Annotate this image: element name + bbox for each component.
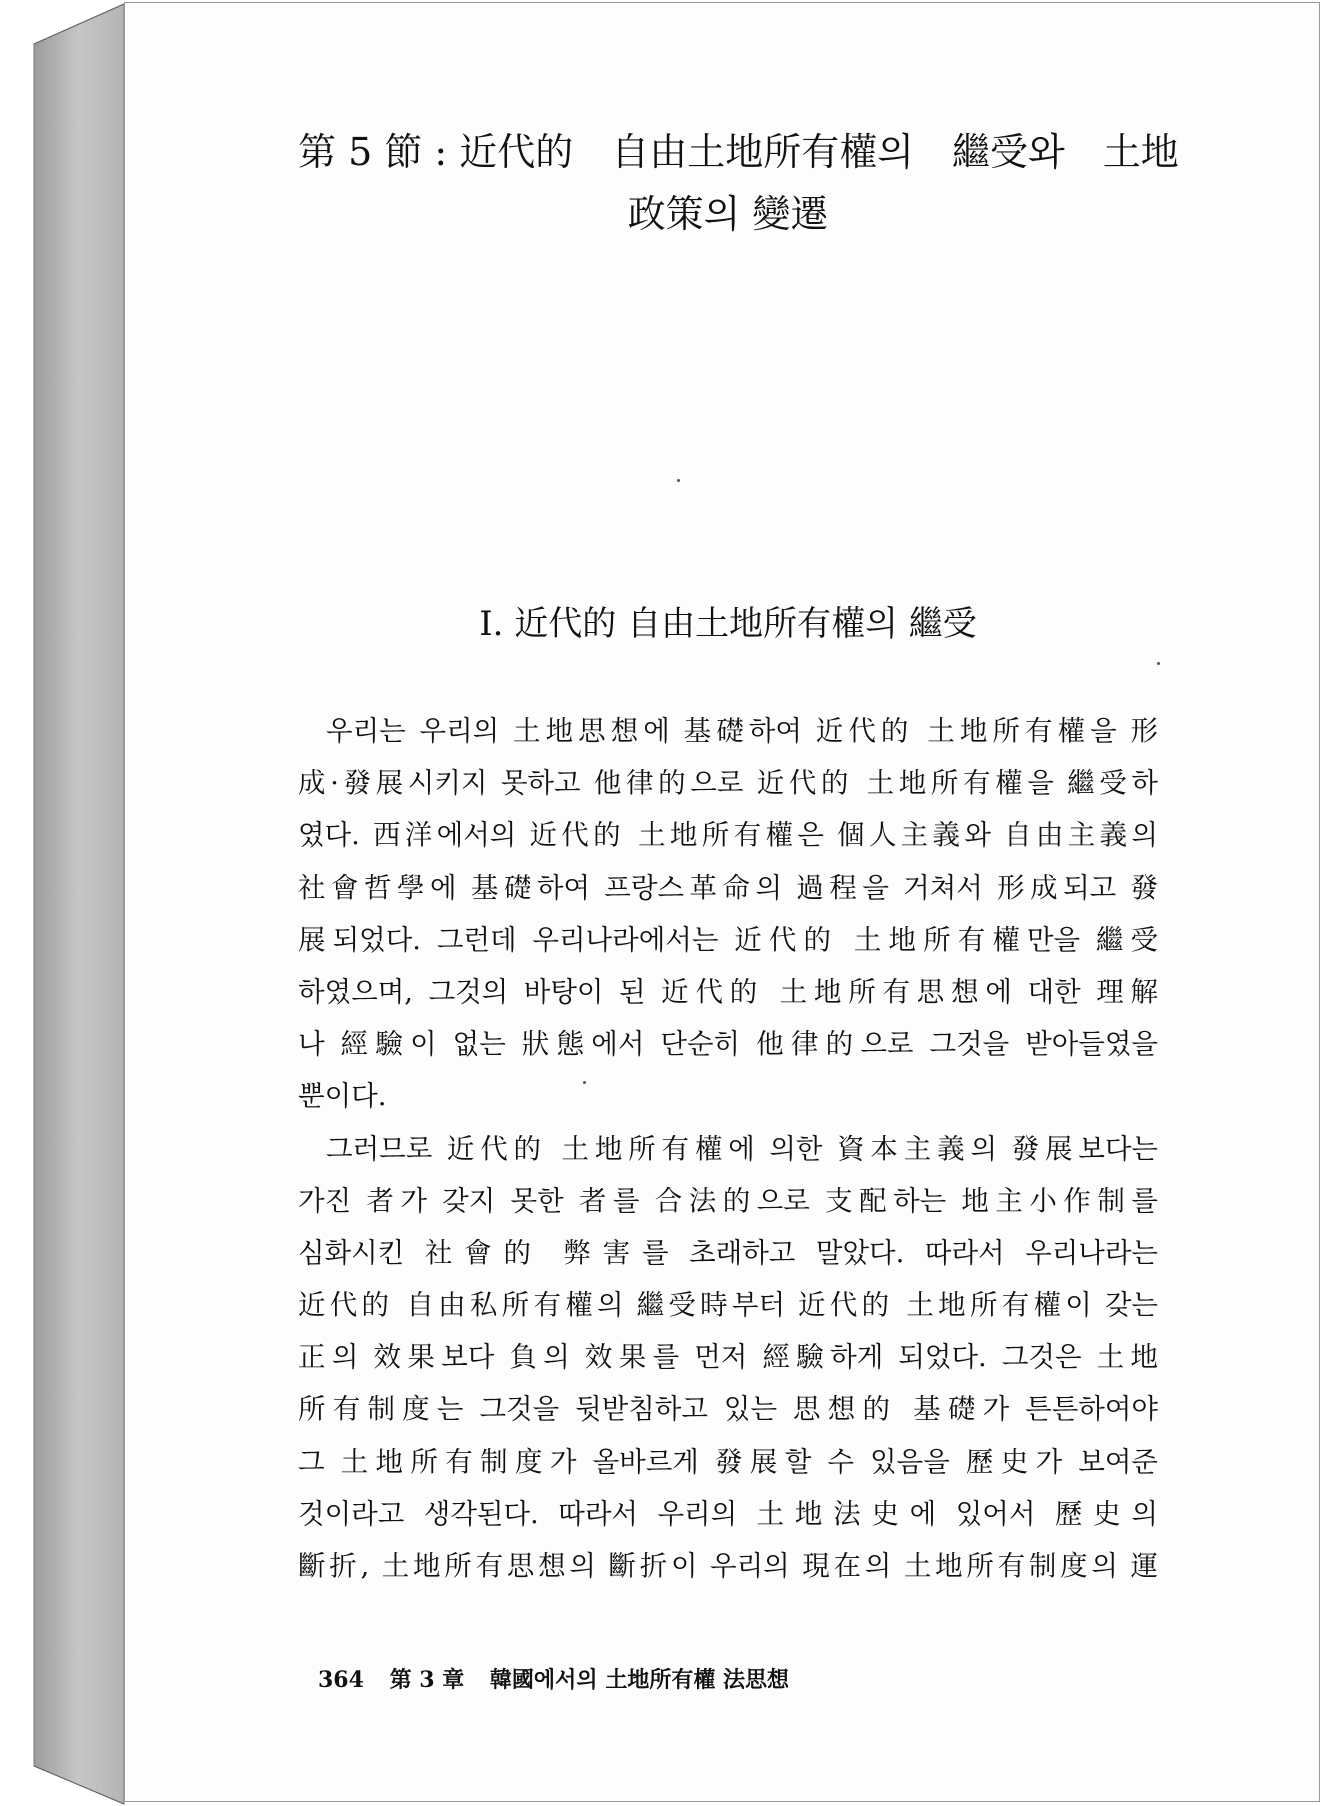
body-line: 하였으며, 그것의 바탕이 된 近代的 土地所有思想에 대한 理解	[298, 975, 1158, 1008]
body-line: 심화시킨 社會的 弊害를 초래하고 말았다. 따라서 우리나라는	[298, 1236, 1158, 1269]
footer-chapter: 第 3 章	[389, 1667, 465, 1693]
page-footer	[318, 1663, 807, 1694]
scan-speck	[1157, 662, 1160, 665]
scan-speck	[677, 479, 680, 482]
chapter-title-line-1: 第 5 節 : 近代的 自由土地所有權의 繼受와 土地	[298, 130, 1179, 174]
chapter-title-line-2: 政策의 變遷	[627, 192, 829, 236]
body-line: 였다. 西洋에서의 近代的 土地所有權은 個人主義와 自由主義의	[298, 819, 1158, 852]
body-text	[298, 705, 1158, 1592]
body-line: 成·發展시키지 못하고 他律的으로 近代的 土地所有權을 繼受하	[298, 767, 1158, 800]
body-line: 近代的 自由私所有權의 繼受時부터 近代的 土地所有權이 갖는	[298, 1289, 1158, 1322]
scan-speck	[583, 1081, 586, 1084]
body-line: 것이라고 생각된다. 따라서 우리의 土地法史에 있어서 歷史의	[298, 1497, 1158, 1530]
body-line: 우리는 우리의 土地思想에 基礎하여 近代的 土地所有權을 形	[326, 715, 1158, 747]
body-line: 뿐이다.	[298, 1080, 387, 1113]
body-line: 그러므로 近代的 土地所有權에 의한 資本主義의 發展보다는	[326, 1132, 1158, 1165]
book-page	[124, 2, 1320, 1802]
chapter-title	[298, 121, 1179, 245]
body-line: 所有制度는 그것을 뒷받침하고 있는 思想的 基礎가 튼튼하여야	[298, 1393, 1158, 1426]
body-line: 가진 者가 갖지 못한 者를 合法的으로 支配하는 地主小作制를	[298, 1184, 1158, 1217]
section-heading: Ⅰ. 近代的 自由土地所有權의 繼受	[479, 604, 977, 644]
body-line: 正의 效果보다 負의 效果를 먼저 經驗하게 되었다. 그것은 土地	[298, 1341, 1158, 1374]
body-line: 社會哲學에 基礎하여 프랑스革命의 過程을 거쳐서 形成되고 發	[298, 871, 1158, 904]
body-line: 그 土地所有制度가 올바르게 發展할 수 있음을 歷史가 보여준	[298, 1445, 1158, 1478]
body-line: 展되었다. 그런데 우리나라에서는 近代的 土地所有權만을 繼受	[298, 923, 1158, 956]
body-line: 斷折, 土地所有思想의 斷折이 우리의 現在의 土地所有制度의 運	[298, 1550, 1158, 1582]
page-number: 364	[318, 1667, 364, 1693]
body-line: 나 經驗이 없는 狀態에서 단순히 他律的으로 그것을 받아들였을	[298, 1028, 1158, 1061]
footer-chapter-title: 韓國에서의 土地所有權 法思想	[489, 1667, 789, 1693]
